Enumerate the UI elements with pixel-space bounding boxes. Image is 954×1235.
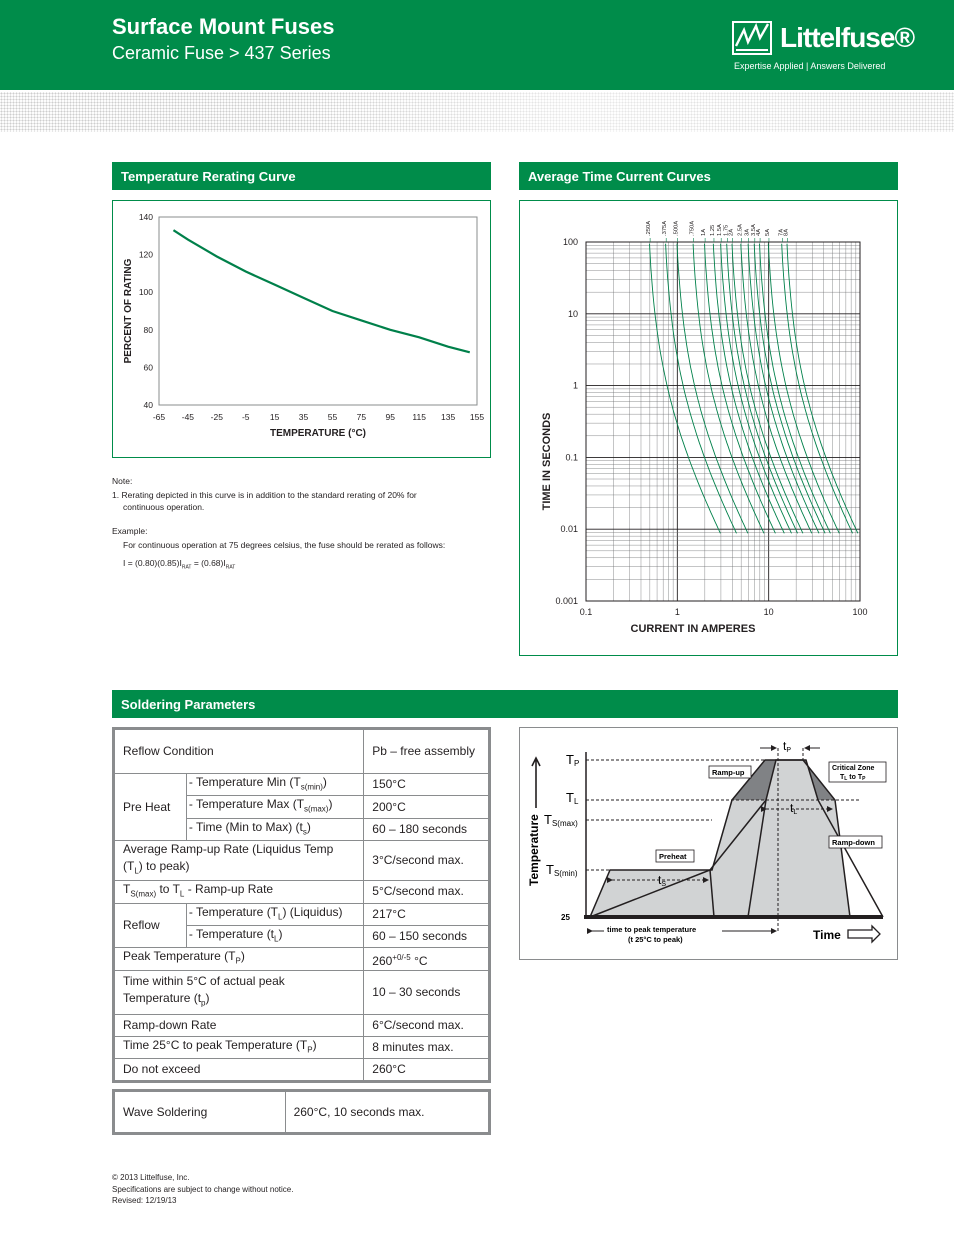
x-tick-label: 1 — [674, 607, 680, 617]
reflow-profile-diagram — [520, 728, 896, 958]
table-row — [115, 1059, 489, 1081]
table-row — [115, 841, 489, 881]
critical-zone-label: Critical Zone — [832, 765, 875, 772]
tcc-series-label: 5A — [764, 228, 771, 236]
profile-x-label: Time — [813, 928, 841, 942]
time-min-max-value: 60 – 180 seconds — [364, 818, 489, 840]
tcc-series-label: 3A — [744, 228, 751, 236]
peak-temp-label: Peak Temperature $(T_P)$ — [115, 948, 364, 970]
y-arrow-icon — [532, 758, 540, 808]
footer-copyright: © 2013 Littelfuse, Inc. — [112, 1173, 190, 1182]
label-tsmax: TS(max) — [544, 812, 578, 828]
rampup-label: Ramp-up — [712, 768, 745, 777]
tcc-curve-16 — [787, 244, 858, 534]
rampdown-label: Ramp-down — [832, 838, 875, 847]
y-tick-label: 100 — [562, 237, 578, 247]
rerating-section-title: Temperature Rerating Curve — [112, 162, 491, 190]
footer-disclaimer: Specifications are subject to change without notice. — [112, 1184, 294, 1194]
time-within-peak-label: Time within 5°C of actual peak Temperature $(t_p)$ — [115, 970, 364, 1014]
tcc-chart — [520, 201, 896, 654]
temp-max-value: 200°C — [364, 796, 489, 818]
x-tick-label: 10 — [763, 607, 774, 617]
note-heading: Note: — [112, 476, 133, 486]
footer-revised: Revised: 12/19/13 — [112, 1196, 177, 1205]
label-tl-time: tL — [790, 801, 798, 816]
dot-pattern-fade — [0, 92, 954, 132]
x-tick-label: 155 — [469, 412, 485, 422]
reflow-profile-panel — [519, 727, 898, 960]
y-axis-label: PERCENT OF RATING — [123, 258, 134, 364]
time-to-peak-label: time to peak temperature — [607, 925, 697, 934]
reflow-label: Reflow — [115, 903, 187, 948]
time-25-to-peak-label: Time 25°C to peak Temperature $(T_P)$ — [115, 1036, 364, 1058]
tcc-curve-10 — [741, 244, 812, 534]
x-tick-label: -5 — [241, 412, 250, 422]
tcc-series-label: 1.25 — [709, 224, 716, 236]
note-line-1b: continuous operation. — [123, 502, 205, 512]
y-tick-label: 80 — [143, 324, 153, 335]
example-text: For continuous operation at 75 degrees celsius, the fuse should be rerated as follows: — [123, 540, 446, 550]
littelfuse-logo-icon — [732, 20, 776, 56]
tcc-series-label: 1.5A — [717, 224, 724, 236]
x-tick-label: 15 — [269, 412, 280, 422]
x-tick-label: 0.1 — [579, 607, 593, 617]
tcc-series-label: 2A — [728, 228, 735, 236]
x-tick-label: -25 — [210, 412, 223, 422]
temp-min-value: 150°C — [364, 774, 489, 796]
y-tick-label: 0.001 — [555, 596, 578, 606]
do-not-exceed-value: 260°C — [364, 1059, 489, 1081]
temp-max-label: - Temperature Max $(T_{s(max)})$ — [186, 796, 363, 818]
ramp-down-value: 6°C/second max. — [364, 1014, 489, 1036]
reflow-condition-label: Reflow Condition — [115, 730, 364, 774]
page-title: Surface Mount Fuses — [112, 14, 335, 39]
rerating-panel — [112, 200, 491, 458]
tcc-series-label: 4A — [756, 228, 763, 236]
table-row — [115, 1092, 489, 1133]
x-tick-label: -45 — [181, 412, 195, 422]
x-arrow-icon — [848, 926, 880, 942]
plot-frame — [159, 217, 477, 405]
x-tick-label: -65 — [152, 412, 166, 422]
label-tp: TP — [566, 752, 580, 768]
tcc-series-label: 7A — [778, 228, 785, 236]
y-tick-label: 10 — [567, 308, 578, 319]
x-tick-label: 100 — [852, 607, 868, 617]
label-tp-time: tP — [783, 739, 792, 754]
label-tsmin: TS(min) — [546, 862, 578, 878]
y-tick-label: 120 — [138, 249, 153, 260]
y-tick-label: 0.01 — [560, 524, 578, 535]
table-row — [115, 948, 489, 970]
tsmax-ramp-label: $T_{S(max)}$ to $T_L$ - Ramp-up Rate — [115, 881, 364, 903]
tcc-section-title: Average Time Current Curves — [519, 162, 898, 190]
time-min-max-label: - Time (Min to Max) $(t_s)$ — [186, 818, 363, 840]
time-25-to-peak-value: 8 minutes max. — [364, 1036, 489, 1058]
tsmax-ramp-value: 5°C/second max. — [364, 881, 489, 903]
table-row — [115, 1036, 489, 1058]
x-axis-label: CURRENT IN AMPERES — [630, 623, 756, 635]
tcc-series-label: 1.75 — [723, 224, 730, 236]
wave-soldering-label: Wave Soldering — [115, 1092, 286, 1133]
y-tick-label: 1 — [572, 380, 578, 391]
time-to-peak-sublabel: (t 25°C to peak) — [628, 935, 683, 944]
x-tick-label: 55 — [327, 412, 338, 422]
liquidus-temp-label: - Temperature $(T_L)$ (Liquidus) — [186, 903, 363, 925]
profile-y-label: Temperature — [527, 814, 541, 886]
ramp-up-rate-label: Average Ramp-up Rate (Liquidus Temp $(T_L)$ to peak) — [115, 841, 364, 881]
temp-min-label: - Temperature Min $(T_{s(min)})$ — [186, 774, 363, 796]
tcc-series-label: 1A — [701, 228, 708, 236]
tcc-curve-1 — [650, 244, 721, 534]
tcc-series-label: 3.5A — [750, 224, 757, 236]
y-tick-label: 100 — [138, 287, 153, 298]
y-tick-label: 60 — [143, 362, 153, 373]
y-tick-label: 140 — [138, 212, 153, 222]
x-axis-label: TEMPERATURE (°C) — [269, 428, 367, 439]
tcc-curve-3 — [677, 244, 748, 534]
wave-soldering-table — [112, 1089, 491, 1135]
note-line-1: 1. Rerating depicted in this curve is in addition to the standard rerating of 20% for — [112, 490, 417, 500]
table-row — [115, 774, 489, 796]
wave-soldering-value: 260°C, 10 seconds max. — [285, 1092, 488, 1133]
pre-heat-label: Pre Heat — [115, 774, 187, 841]
logo-wordmark: Littelfuse® — [780, 22, 915, 53]
tcc-panel — [519, 200, 898, 656]
x-tick-label: 115 — [412, 412, 426, 422]
label-tl: TL — [566, 790, 579, 806]
ramp-down-label: Ramp-down Rate — [115, 1014, 364, 1036]
label-ts-time: tS — [658, 873, 667, 888]
tcc-series-label: .500A — [673, 220, 680, 236]
critical-zone-range: TL to TP — [840, 774, 866, 782]
label-25: 25 — [561, 913, 570, 922]
footer — [112, 1172, 293, 1207]
tcc-curve-6 — [713, 244, 784, 534]
y-tick-label: 0.1 — [565, 452, 578, 463]
y-tick-label: 40 — [143, 400, 153, 410]
table-row — [115, 1014, 489, 1036]
profile-envelope — [590, 760, 850, 917]
plot-frame — [586, 242, 860, 601]
ramp-up-rate-value: 3°C/second max. — [364, 841, 489, 881]
x-tick-label: 95 — [385, 412, 396, 422]
liquidus-time-label: - Temperature $(t_L)$ — [186, 925, 363, 947]
tcc-series-label: .250A — [646, 220, 653, 236]
x-tick-label: 135 — [440, 412, 456, 422]
preheat-label: Preheat — [659, 852, 687, 861]
reflow-condition-value: Pb – free assembly — [364, 730, 489, 774]
x-tick-label: 75 — [356, 412, 367, 422]
soldering-section-title: Soldering Parameters — [112, 690, 898, 718]
rerating-chart — [113, 201, 489, 456]
tcc-series-label: .750A — [689, 220, 696, 236]
example-heading: Example: — [112, 526, 148, 536]
tcc-series-label: .375A — [662, 220, 669, 236]
tcc-curve-14 — [768, 244, 839, 534]
do-not-exceed-label: Do not exceed — [115, 1059, 364, 1081]
x-tick-label: 35 — [298, 412, 309, 422]
tcc-series-label: 2.5A — [737, 224, 744, 236]
logo-tagline: Expertise Applied | Answers Delivered — [734, 61, 886, 71]
table-row — [115, 881, 489, 903]
table-row — [115, 970, 489, 1014]
page-subtitle: Ceramic Fuse > 437 Series — [112, 43, 331, 63]
table-row — [115, 903, 489, 925]
y-axis-label: TIME IN SECONDS — [541, 412, 553, 511]
soldering-table — [112, 727, 491, 1083]
table-row — [115, 730, 489, 774]
rerating-series-line — [173, 230, 469, 352]
liquidus-temp-value: 217°C — [364, 903, 489, 925]
liquidus-time-value: 60 – 150 seconds — [364, 925, 489, 947]
example-formula: $I = (0.80)(0.85)I_{RAT} = (0.68)I_{RAT}$ — [123, 558, 236, 571]
time-within-peak-value: 10 – 30 seconds — [364, 970, 489, 1014]
tcc-series-label: 8A — [783, 228, 790, 236]
peak-temp-value: $260^{+0/-5}$ °C — [364, 948, 489, 970]
